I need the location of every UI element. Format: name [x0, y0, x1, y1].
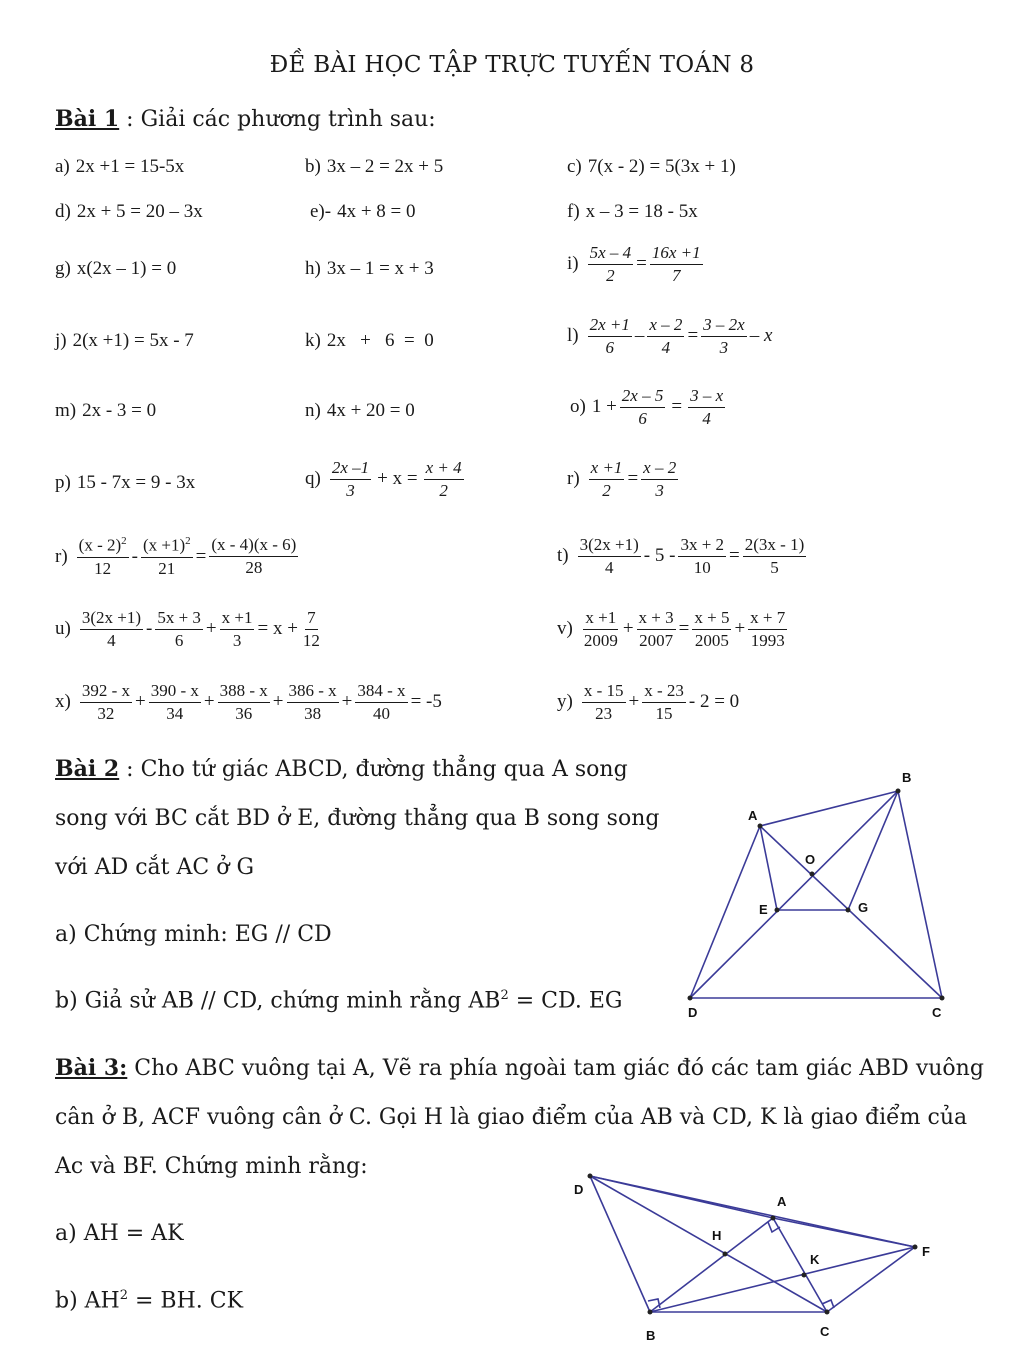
equals: =	[636, 253, 647, 275]
numerator: x + 4	[424, 459, 464, 480]
fraction	[149, 682, 201, 723]
denominator: 12	[94, 558, 112, 578]
bai2-question-b	[55, 988, 622, 1013]
exponent: 2	[119, 1288, 129, 1303]
numerator-base: (x +1)	[142, 535, 186, 555]
numerator: 392 - x	[80, 682, 132, 703]
eq-p	[55, 472, 195, 494]
eq-h	[305, 258, 434, 280]
point-O	[810, 872, 815, 877]
eq-label: a)	[55, 156, 70, 177]
eq-text: 2x + 5 = 20 – 3x	[76, 201, 203, 222]
denominator: 2009	[583, 630, 618, 650]
eq-n	[305, 400, 415, 422]
quadrilateral-lines	[690, 791, 942, 998]
label-K: K	[810, 1252, 820, 1267]
eq-label: d)	[55, 201, 71, 222]
operator: +	[628, 691, 640, 713]
eq-text: x(2x – 1) = 0	[76, 258, 177, 279]
numerator: 384 - x	[355, 682, 407, 703]
numerator: x - 15	[582, 682, 626, 703]
numerator: x +1	[220, 609, 255, 630]
label-E: E	[759, 902, 768, 917]
operator: +	[272, 691, 284, 713]
fraction	[582, 682, 626, 723]
bai1-text: : Giải các phương trình sau:	[119, 107, 436, 132]
eq-text: 7(x - 2) = 5(3x + 1)	[587, 156, 736, 177]
segment-CF	[827, 1247, 915, 1312]
fraction	[77, 536, 129, 577]
bai3-line1	[55, 1055, 984, 1081]
denominator: 3	[346, 480, 355, 500]
eq-v	[557, 609, 790, 650]
denominator: 2005	[694, 630, 729, 650]
eq-text: 2(x +1) = 5x - 7	[72, 330, 194, 351]
numerator: 388 - x	[218, 682, 270, 703]
question-text: b) AH	[55, 1288, 120, 1314]
denominator: 12	[302, 630, 320, 650]
numerator: 2(3x - 1)	[743, 536, 806, 557]
denominator: 4	[702, 408, 711, 428]
denominator: 2007	[639, 630, 674, 650]
eq-l	[567, 316, 772, 357]
bai2-line1	[55, 756, 628, 782]
eq-mid: - 5 -	[643, 545, 676, 567]
eq-r2	[55, 536, 301, 577]
denominator: 2	[439, 480, 448, 500]
bai3-text: Cho ABC vuông tại A, Vẽ ra phía ngoài tam giác đó các tam giác ABD vuông	[127, 1056, 984, 1081]
point-D	[688, 996, 693, 1001]
denominator: 3	[655, 480, 664, 500]
eq-k	[305, 330, 434, 352]
eq-m	[55, 400, 156, 422]
eq-label: n)	[305, 400, 321, 421]
eq-tail: – x	[749, 325, 773, 347]
numerator: x + 7	[748, 609, 787, 630]
eq-label: l)	[567, 325, 579, 347]
eq-label: c)	[567, 156, 582, 177]
fraction	[287, 682, 339, 723]
denominator: 36	[235, 703, 253, 723]
eq-label: p)	[55, 472, 71, 493]
denominator: 23	[595, 703, 613, 723]
point-K	[802, 1273, 807, 1278]
equals: =	[729, 545, 740, 567]
numerator: 3(2x +1)	[80, 609, 143, 630]
fraction	[678, 536, 726, 577]
numerator: 2x +1	[588, 316, 632, 337]
denominator: 5	[770, 557, 779, 577]
bai1-heading	[55, 106, 436, 132]
point-B	[896, 789, 901, 794]
eq-g	[55, 258, 176, 280]
operator: +	[734, 618, 746, 640]
numerator: 5x – 4	[588, 244, 634, 265]
eq-label: u)	[55, 618, 71, 640]
numerator-base: (x - 2)	[78, 535, 122, 555]
denominator: 4	[107, 630, 116, 650]
bai3-question-a: a) AH = AK	[55, 1221, 184, 1246]
eq-lead: 1 +	[591, 396, 617, 418]
label-A: A	[748, 808, 758, 823]
eq-label: e)-	[310, 201, 332, 222]
numerator	[77, 536, 129, 558]
numerator: 16x +1	[650, 244, 703, 265]
fraction	[80, 609, 143, 650]
denominator: 7	[672, 265, 681, 285]
numerator: x – 2	[647, 316, 684, 337]
eq-label: r)	[567, 468, 580, 490]
fraction	[588, 244, 634, 285]
eq-d	[55, 201, 203, 223]
numerator: 5x + 3	[155, 609, 203, 630]
eq-label: v)	[557, 618, 573, 640]
eq-text: 4x + 8 = 0	[337, 201, 416, 222]
eq-r1	[567, 459, 681, 500]
point-H	[723, 1252, 728, 1257]
eq-q	[305, 459, 467, 500]
eq-tail: = -5	[410, 691, 442, 713]
bai2-line2: song với BC cắt BD ở E, đường thẳng qua B song song	[55, 806, 660, 831]
point-E	[775, 908, 780, 913]
diagonal-AC	[760, 826, 942, 998]
segment-BG	[848, 791, 898, 910]
equals: =	[627, 468, 639, 490]
denominator: 6	[605, 337, 614, 357]
point-A	[758, 824, 763, 829]
segment-BF	[650, 1247, 915, 1312]
eq-mid: = x +	[257, 618, 298, 640]
label-C: C	[932, 1005, 942, 1020]
eq-text: 4x + 20 = 0	[326, 400, 415, 421]
numerator: x - 23	[642, 682, 686, 703]
fraction	[748, 609, 787, 650]
point-C	[940, 996, 945, 1001]
label-O: O	[805, 852, 816, 867]
label-B: B	[902, 770, 912, 785]
denominator: 4	[604, 557, 614, 577]
eq-text: 2x + 6 = 0	[326, 330, 434, 351]
label-D: D	[688, 1005, 698, 1020]
numerator: 390 - x	[149, 682, 201, 703]
bai2-label: Bài 2	[55, 756, 120, 782]
exponent: 2	[185, 535, 191, 547]
eq-label: h)	[305, 258, 321, 279]
eq-text: 2x - 3 = 0	[82, 400, 157, 421]
fraction	[218, 682, 270, 723]
eq-u	[55, 609, 325, 650]
bai1-label: Bài 1	[55, 106, 120, 132]
eq-text: 15 - 7x = 9 - 3x	[76, 472, 196, 493]
point-B	[648, 1310, 653, 1315]
eq-label: m)	[55, 400, 77, 421]
numerator: x – 2	[641, 459, 678, 480]
operator: -	[146, 618, 153, 640]
numerator: 3(2x +1)	[578, 536, 641, 557]
denominator: 3	[719, 337, 729, 357]
equals: =	[671, 396, 683, 418]
segment-AB	[760, 791, 898, 826]
denominator: 6	[174, 630, 184, 650]
fraction	[141, 536, 193, 577]
eq-label: b)	[305, 156, 321, 177]
fraction	[650, 244, 703, 285]
fraction	[588, 316, 632, 357]
eq-label: g)	[55, 258, 71, 279]
segment-DA	[690, 826, 760, 998]
question-text: b) Giả sử AB // CD, chứng minh rằng AB	[55, 988, 501, 1014]
numerator: 3 – x	[688, 387, 725, 408]
bai3-line3: Ac và BF. Chứng minh rằng:	[55, 1154, 368, 1179]
operator: +	[341, 691, 353, 713]
numerator: 7	[305, 609, 318, 630]
fraction	[743, 536, 806, 577]
eq-b	[305, 156, 443, 178]
bai2-figure	[670, 760, 970, 1030]
fraction	[330, 459, 371, 500]
numerator: x +1	[583, 609, 618, 630]
label-C: C	[820, 1324, 830, 1339]
segment-DF	[590, 1176, 915, 1247]
fraction	[301, 609, 322, 650]
point-A	[771, 1216, 776, 1221]
operator: +	[205, 618, 217, 640]
bai3-figure	[560, 1160, 960, 1350]
bai3-line2: cân ở B, ACF vuông cân ở C. Gọi H là giao điểm của AB và CD, K là giao điểm của	[55, 1105, 968, 1130]
eq-o	[570, 387, 728, 428]
denominator: 4	[661, 337, 671, 357]
denominator: 32	[97, 703, 115, 723]
page-title: ĐỀ BÀI HỌC TẬP TRỰC TUYẾN TOÁN 8	[269, 52, 755, 78]
vertices	[688, 789, 945, 1001]
numerator: x + 3	[637, 609, 676, 630]
numerator: 3x + 2	[678, 536, 726, 557]
segment-DC	[590, 1176, 827, 1312]
label-H: H	[712, 1228, 722, 1243]
fraction	[582, 609, 620, 650]
bai3-label: Bài 3:	[55, 1055, 128, 1081]
numerator	[141, 536, 193, 558]
eq-x	[55, 682, 442, 723]
eq-j	[55, 330, 194, 352]
bai3-question-b	[55, 1288, 243, 1313]
fraction	[80, 682, 132, 723]
numerator: x + 5	[692, 609, 731, 630]
point-C	[825, 1310, 830, 1315]
eq-f	[567, 201, 698, 223]
point-G	[846, 908, 851, 913]
denominator: 21	[158, 558, 176, 578]
eq-text: 3x – 2 = 2x + 5	[326, 156, 444, 177]
segment-DB	[590, 1176, 650, 1312]
denominator: 34	[166, 703, 184, 723]
point-F	[913, 1245, 918, 1250]
operator: +	[622, 618, 634, 640]
question-text: = BH. CK	[128, 1288, 244, 1314]
fraction	[637, 609, 676, 650]
fraction	[688, 387, 725, 428]
fraction	[209, 536, 298, 577]
fraction	[647, 316, 684, 357]
eq-label: k)	[305, 330, 321, 351]
eq-t	[557, 536, 809, 577]
operator: +	[203, 691, 215, 713]
numerator: 3 – 2x	[701, 316, 747, 337]
diagonal-BD	[690, 791, 898, 998]
equals: =	[195, 545, 207, 567]
denominator: 2	[606, 265, 615, 285]
fraction	[355, 682, 407, 723]
eq-label: x)	[55, 691, 71, 713]
equals: =	[678, 618, 690, 640]
operator: –	[634, 325, 645, 347]
label-A: A	[777, 1194, 787, 1209]
eq-a	[55, 156, 184, 178]
fraction	[692, 609, 731, 650]
point-D	[588, 1174, 593, 1179]
fraction	[589, 459, 625, 500]
fraction	[701, 316, 747, 357]
label-G: G	[858, 900, 869, 915]
segment-BC	[898, 791, 942, 998]
fraction	[424, 459, 464, 500]
question-text: = CD. EG	[508, 988, 623, 1014]
operator: -	[131, 545, 138, 567]
label-F: F	[922, 1244, 930, 1259]
denominator: 6	[638, 408, 647, 428]
label-D: D	[574, 1182, 584, 1197]
eq-label: q)	[305, 468, 321, 490]
eq-label: j)	[55, 330, 67, 351]
fraction	[220, 609, 255, 650]
eq-label: f)	[567, 201, 580, 222]
eq-label: y)	[557, 691, 573, 713]
fraction	[641, 459, 678, 500]
triangle-lines	[590, 1176, 915, 1312]
denominator: 28	[245, 558, 263, 578]
eq-label: r)	[55, 545, 68, 567]
denominator: 2	[602, 480, 611, 500]
eq-mid: + x =	[377, 468, 418, 490]
numerator: (x - 4)(x - 6)	[209, 536, 298, 557]
denominator: 15	[655, 703, 673, 723]
numerator: 2x – 5	[620, 387, 666, 408]
fraction	[620, 387, 666, 428]
equals: =	[687, 325, 699, 347]
numerator: 386 - x	[287, 682, 339, 703]
eq-e	[310, 201, 416, 223]
denominator: 38	[304, 703, 322, 723]
exponent: 2	[500, 988, 509, 1003]
numerator: 2x –1	[330, 459, 371, 480]
eq-i	[567, 244, 706, 285]
eq-text: x – 3 = 18 - 5x	[585, 201, 698, 222]
eq-label: o)	[570, 396, 586, 418]
eq-text: 3x – 1 = x + 3	[326, 258, 434, 279]
fraction	[642, 682, 686, 723]
fraction	[578, 536, 641, 577]
exponent: 2	[121, 535, 127, 547]
eq-c	[567, 156, 736, 178]
eq-label: i)	[567, 253, 579, 275]
denominator: 1993	[750, 630, 785, 650]
denominator: 10	[693, 557, 711, 577]
operator: +	[135, 691, 146, 713]
bai2-text: : Cho tứ giác ABCD, đường thẳng qua A song	[119, 757, 628, 782]
vertices	[588, 1174, 918, 1315]
fraction	[155, 609, 203, 650]
eq-label: t)	[557, 545, 569, 567]
bai2-line3: với AD cắt AC ở G	[55, 855, 255, 880]
bai2-question-a: a) Chứng minh: EG // CD	[55, 922, 332, 947]
denominator: 3	[232, 630, 242, 650]
eq-tail: - 2 = 0	[688, 691, 740, 713]
label-B: B	[646, 1328, 656, 1343]
eq-text: 2x +1 = 15-5x	[75, 156, 185, 177]
eq-y	[557, 682, 739, 723]
denominator: 40	[372, 703, 390, 723]
numerator: x +1	[589, 459, 625, 480]
